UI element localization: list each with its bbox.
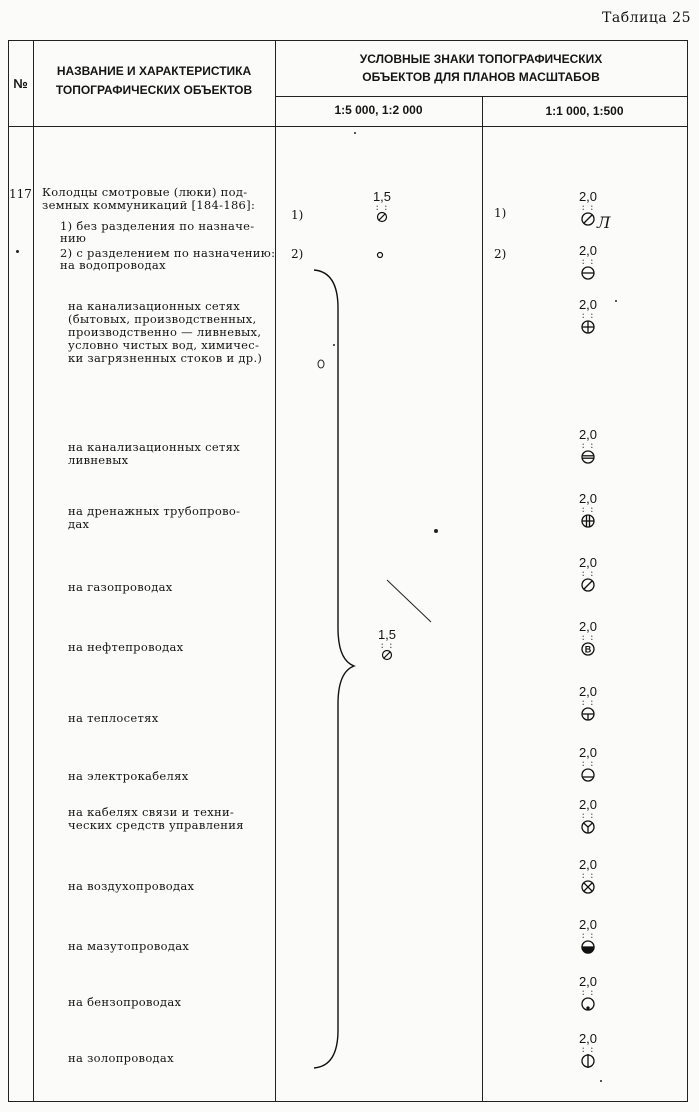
x-circle-icon bbox=[580, 879, 596, 895]
item-description-line: производственно — ливневых, bbox=[68, 325, 262, 339]
slash-circle-icon bbox=[580, 211, 596, 227]
item-description bbox=[68, 880, 194, 893]
item-description-line: на дренажных трубопрово- bbox=[68, 504, 241, 518]
item-description-line: на кабелях связи и техни- bbox=[68, 805, 235, 819]
row-intro-line1: Колодцы смотровые (люки) под- bbox=[42, 185, 248, 199]
item-description bbox=[68, 996, 181, 1009]
header-scale-1000-500: 1:1 000, 1:500 bbox=[545, 104, 624, 118]
symbol-grid-circle: 2,0 : : bbox=[574, 492, 602, 529]
header-signs-line2: ОБЪЕКТОВ ДЛЯ ПЛАНОВ МАСШТАБОВ bbox=[362, 70, 600, 84]
lower-bar-circle-icon bbox=[580, 767, 596, 783]
size-label: 2,0 bbox=[578, 619, 598, 634]
size-label: 2,0 bbox=[578, 857, 598, 872]
double-bar-circle-icon bbox=[580, 449, 596, 465]
item-description bbox=[68, 770, 188, 783]
plus-circle-icon bbox=[580, 319, 596, 335]
y-circle-icon bbox=[580, 819, 596, 835]
symbol-x-circle: 2,0 : : bbox=[574, 858, 602, 895]
item-description bbox=[68, 641, 183, 654]
symbol-manhole-divided-small bbox=[376, 244, 384, 263]
item-description-line: на канализационных сетях bbox=[68, 299, 240, 313]
item-description-line: условно чистых вод, химичес- bbox=[68, 338, 260, 352]
slash-circle-icon bbox=[580, 577, 596, 593]
item-description-line: на канализационных сетях bbox=[68, 440, 240, 454]
item-description bbox=[68, 806, 244, 832]
header-name-line2: ТОПОГРАФИЧЕСКИХ ОБЪЕКТОВ bbox=[55, 83, 253, 97]
item-description-line: на мазутопроводах bbox=[68, 939, 190, 953]
row-option1-line2: нию bbox=[60, 231, 87, 245]
size-label: 2,0 bbox=[578, 797, 598, 812]
row-option2-line2: на водопроводах bbox=[60, 258, 166, 272]
item-description bbox=[68, 1052, 174, 1065]
grid-circle-icon bbox=[580, 513, 596, 529]
item-description-line: на золопроводах bbox=[68, 1051, 174, 1065]
item-description bbox=[68, 300, 262, 365]
theta-circle-icon bbox=[580, 706, 596, 722]
letter-l-label: Л bbox=[597, 213, 611, 232]
symbol-theta-circle: 2,0 : : bbox=[574, 685, 602, 722]
symbol-dot-circle: 2,0 : : bbox=[574, 975, 602, 1012]
row-number: 117 bbox=[9, 187, 32, 201]
b-circle-icon bbox=[580, 641, 596, 657]
size-label: 2,0 bbox=[578, 189, 598, 204]
stray-circle bbox=[316, 358, 326, 370]
item-description-line: ливневых bbox=[68, 453, 129, 467]
size-label: 2,0 bbox=[578, 1031, 598, 1046]
size-label: 2,0 bbox=[578, 745, 598, 760]
row-intro-line2: земных коммуникаций [184-186]: bbox=[42, 198, 256, 212]
item-description-line: на теплосетях bbox=[68, 711, 159, 725]
mark-option2-scale-a: 2) bbox=[291, 247, 304, 261]
table-caption: Таблица 25 bbox=[602, 10, 691, 26]
size-label: 2,0 bbox=[578, 243, 598, 258]
size-label: 2,0 bbox=[578, 427, 598, 442]
size-label: 2,0 bbox=[578, 491, 598, 506]
item-description-line: на воздухопроводах bbox=[68, 879, 195, 893]
item-description bbox=[68, 581, 173, 594]
item-description-line: на бензопроводах bbox=[68, 995, 182, 1009]
item-description-line: на нефтепроводах bbox=[68, 640, 184, 654]
symbol-vertical-circle: 2,0 : : bbox=[574, 1032, 602, 1069]
mark-option2-scale-b: 2) bbox=[494, 247, 507, 261]
item-description-line: на газопроводах bbox=[68, 580, 173, 594]
vertical-circle-icon bbox=[580, 1053, 596, 1069]
symbol-water-supply-large: 2,0 : : bbox=[574, 244, 602, 281]
item-description-line: на электрокабелях bbox=[68, 769, 189, 783]
symbol-manhole-undivided-small: 1,5 : : bbox=[368, 190, 396, 223]
item-description-line: ки загрязненных стоков и др.) bbox=[68, 351, 263, 365]
symbol-double-bar-circle: 2,0 : : bbox=[574, 428, 602, 465]
item-description bbox=[68, 505, 240, 531]
size-label: 2,0 bbox=[578, 297, 598, 312]
item-description bbox=[68, 441, 240, 467]
header-signs-line1: УСЛОВНЫЕ ЗНАКИ ТОПОГРАФИЧЕСКИХ bbox=[359, 52, 603, 66]
row-option2-line1: 2) с разделением по назначению: bbox=[60, 246, 276, 260]
symbol-b-circle: 2,0 : : B bbox=[574, 620, 602, 657]
mark-option1-scale-b: 1) bbox=[494, 206, 507, 220]
half-filled-circle-icon bbox=[580, 939, 596, 955]
symbol-manhole-undivided-large: 2,0 : : bbox=[574, 190, 602, 227]
symbol-lower-bar-circle: 2,0 : : bbox=[574, 746, 602, 783]
row-option1-line1: 1) без разделения по назначе- bbox=[60, 219, 255, 233]
symbol-y-circle: 2,0 : : bbox=[574, 798, 602, 835]
mark-option1-scale-a: 1) bbox=[291, 208, 304, 222]
symbol-plus-circle: 2,0 : : bbox=[574, 298, 602, 335]
item-description-line: ческих средств управления bbox=[68, 818, 244, 832]
size-label: 2,0 bbox=[578, 917, 598, 932]
header-scale-5000-2000: 1:5 000, 1:2 000 bbox=[334, 103, 423, 117]
header-number: № bbox=[13, 76, 28, 91]
header-name-line1: НАЗВАНИЕ И ХАРАКТЕРИСТИКА bbox=[56, 64, 252, 78]
group-brace bbox=[308, 268, 358, 1070]
small-circle-icon bbox=[376, 251, 384, 259]
size-label: 2,0 bbox=[578, 555, 598, 570]
svg-text:B: B bbox=[584, 644, 592, 655]
size-label: 2,0 bbox=[578, 684, 598, 699]
horizontal-bar-circle-icon bbox=[580, 265, 596, 281]
item-description bbox=[68, 712, 159, 725]
item-description-line: дах bbox=[68, 517, 90, 531]
dot-circle-icon bbox=[580, 996, 596, 1012]
stray-line bbox=[385, 578, 435, 626]
size-label: 1,5 bbox=[377, 627, 397, 642]
item-description-line: (бытовых, производственных, bbox=[68, 312, 257, 326]
size-label: 1,5 bbox=[372, 189, 392, 204]
symbol-slash-circle: 2,0 : : bbox=[574, 556, 602, 593]
item-description bbox=[68, 940, 189, 953]
size-label: 2,0 bbox=[578, 974, 598, 989]
symbol-manhole-group-small: 1,5 : : bbox=[373, 628, 401, 661]
symbol-half-filled-circle: 2,0 : : bbox=[574, 918, 602, 955]
